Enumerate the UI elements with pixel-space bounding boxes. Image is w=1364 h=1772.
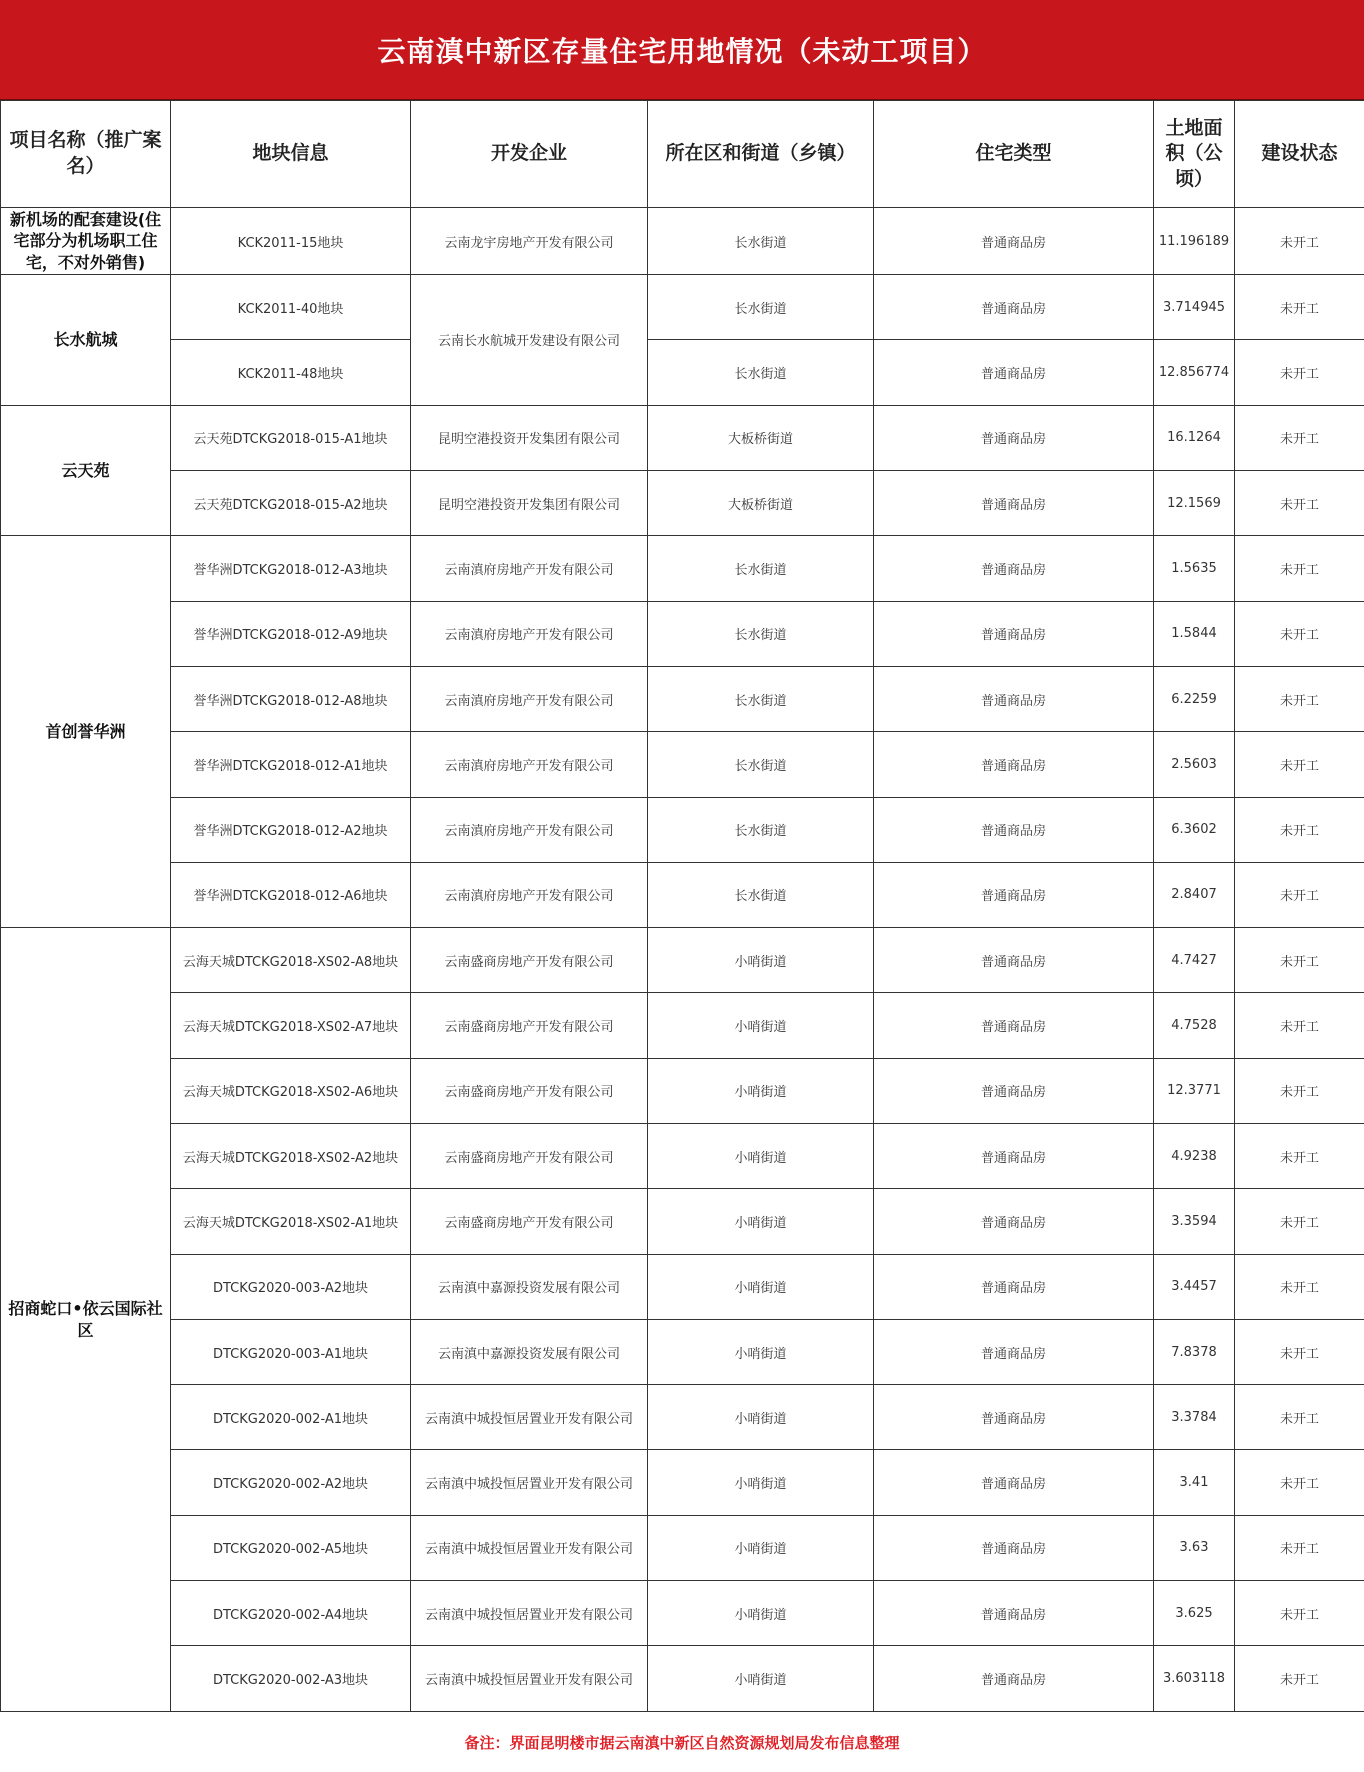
cell-developer: 云南滇府房地产开发有限公司	[411, 666, 648, 731]
cell-plot: 云海天城DTCKG2018-XS02-A6地块	[171, 1058, 411, 1123]
cell-area: 3.63	[1154, 1515, 1235, 1580]
footer-text: 备注：界面昆明楼市据云南滇中新区自然资源规划局发布信息整理	[464, 1733, 900, 1752]
table-row	[1, 1189, 1364, 1254]
land-table	[0, 100, 1364, 1712]
cell-status: 未开工	[1235, 208, 1364, 275]
cell-project: 新机场的配套建设(住宅部分为机场职工住宅，不对外销售)	[1, 208, 171, 275]
cell-status: 未开工	[1235, 993, 1364, 1058]
cell-plot: 誉华洲DTCKG2018-012-A1地块	[171, 732, 411, 797]
header-developer: 开发企业	[411, 101, 648, 208]
cell-project: 云天苑	[1, 405, 171, 536]
cell-status: 未开工	[1235, 1450, 1364, 1515]
cell-district: 长水街道	[648, 797, 874, 862]
cell-type: 普通商品房	[874, 1646, 1154, 1712]
table-body	[1, 208, 1364, 1712]
cell-developer: 云南盛商房地产开发有限公司	[411, 1123, 648, 1188]
cell-type: 普通商品房	[874, 1189, 1154, 1254]
cell-type: 普通商品房	[874, 1254, 1154, 1319]
cell-type: 普通商品房	[874, 1515, 1154, 1580]
cell-district: 大板桥街道	[648, 471, 874, 536]
cell-status: 未开工	[1235, 1254, 1364, 1319]
table-row	[1, 666, 1364, 731]
cell-district: 小哨街道	[648, 1385, 874, 1450]
cell-area: 1.5844	[1154, 601, 1235, 666]
cell-type: 普通商品房	[874, 208, 1154, 275]
cell-status: 未开工	[1235, 1385, 1364, 1450]
cell-district: 小哨街道	[648, 1254, 874, 1319]
cell-project: 首创誉华洲	[1, 536, 171, 928]
cell-district: 大板桥街道	[648, 405, 874, 470]
cell-status: 未开工	[1235, 1646, 1364, 1712]
cell-status: 未开工	[1235, 1123, 1364, 1188]
cell-district: 小哨街道	[648, 1450, 874, 1515]
cell-plot: KCK2011-40地块	[171, 275, 411, 340]
cell-district: 长水街道	[648, 208, 874, 275]
cell-plot: DTCKG2020-003-A2地块	[171, 1254, 411, 1319]
table-row	[1, 208, 1364, 275]
cell-status: 未开工	[1235, 666, 1364, 731]
cell-plot: 誉华洲DTCKG2018-012-A9地块	[171, 601, 411, 666]
cell-status: 未开工	[1235, 471, 1364, 536]
cell-area: 6.2259	[1154, 666, 1235, 731]
cell-status: 未开工	[1235, 340, 1364, 405]
cell-status: 未开工	[1235, 536, 1364, 601]
table-row	[1, 1646, 1364, 1712]
cell-developer: 云南滇府房地产开发有限公司	[411, 862, 648, 927]
cell-plot: DTCKG2020-002-A2地块	[171, 1450, 411, 1515]
cell-type: 普通商品房	[874, 1123, 1154, 1188]
cell-type: 普通商品房	[874, 862, 1154, 927]
cell-developer: 云南滇府房地产开发有限公司	[411, 797, 648, 862]
cell-status: 未开工	[1235, 862, 1364, 927]
cell-area: 2.8407	[1154, 862, 1235, 927]
cell-status: 未开工	[1235, 275, 1364, 340]
page-title: 云南滇中新区存量住宅用地情况（未动工项目）	[377, 34, 987, 68]
cell-area: 2.5603	[1154, 732, 1235, 797]
cell-district: 长水街道	[648, 601, 874, 666]
cell-plot: KCK2011-48地块	[171, 340, 411, 405]
cell-plot: DTCKG2020-002-A5地块	[171, 1515, 411, 1580]
cell-area: 6.3602	[1154, 797, 1235, 862]
cell-plot: 云天苑DTCKG2018-015-A1地块	[171, 405, 411, 470]
cell-area: 4.9238	[1154, 1123, 1235, 1188]
cell-developer: 云南盛商房地产开发有限公司	[411, 1058, 648, 1123]
table-row	[1, 732, 1364, 797]
table-row	[1, 1319, 1364, 1384]
cell-type: 普通商品房	[874, 1385, 1154, 1450]
cell-type: 普通商品房	[874, 666, 1154, 731]
cell-type: 普通商品房	[874, 340, 1154, 405]
cell-status: 未开工	[1235, 732, 1364, 797]
cell-status: 未开工	[1235, 1319, 1364, 1384]
cell-type: 普通商品房	[874, 275, 1154, 340]
cell-status: 未开工	[1235, 1058, 1364, 1123]
cell-plot: 誉华洲DTCKG2018-012-A3地块	[171, 536, 411, 601]
cell-plot: 云天苑DTCKG2018-015-A2地块	[171, 471, 411, 536]
cell-area: 12.856774	[1154, 340, 1235, 405]
cell-plot: 云海天城DTCKG2018-XS02-A8地块	[171, 928, 411, 993]
cell-area: 3.714945	[1154, 275, 1235, 340]
cell-area: 3.41	[1154, 1450, 1235, 1515]
cell-status: 未开工	[1235, 405, 1364, 470]
table-row	[1, 1058, 1364, 1123]
cell-type: 普通商品房	[874, 1450, 1154, 1515]
title-bar	[0, 0, 1364, 100]
cell-area: 12.3771	[1154, 1058, 1235, 1123]
cell-plot: 誉华洲DTCKG2018-012-A2地块	[171, 797, 411, 862]
table-row	[1, 1254, 1364, 1319]
cell-area: 3.3784	[1154, 1385, 1235, 1450]
cell-district: 小哨街道	[648, 1319, 874, 1384]
table-row	[1, 1581, 1364, 1646]
cell-type: 普通商品房	[874, 993, 1154, 1058]
table-row	[1, 536, 1364, 601]
cell-project: 长水航城	[1, 275, 171, 406]
cell-area: 3.4457	[1154, 1254, 1235, 1319]
cell-area: 3.3594	[1154, 1189, 1235, 1254]
cell-status: 未开工	[1235, 1581, 1364, 1646]
cell-developer: 云南滇中嘉源投资发展有限公司	[411, 1254, 648, 1319]
cell-district: 小哨街道	[648, 1058, 874, 1123]
cell-developer: 云南盛商房地产开发有限公司	[411, 928, 648, 993]
cell-plot: 云海天城DTCKG2018-XS02-A2地块	[171, 1123, 411, 1188]
cell-developer: 云南滇中城投恒居置业开发有限公司	[411, 1515, 648, 1580]
table-row	[1, 275, 1364, 340]
cell-developer: 云南滇府房地产开发有限公司	[411, 536, 648, 601]
cell-status: 未开工	[1235, 928, 1364, 993]
cell-area: 16.1264	[1154, 405, 1235, 470]
header-status: 建设状态	[1235, 101, 1364, 208]
header-plot: 地块信息	[171, 101, 411, 208]
table-row	[1, 471, 1364, 536]
cell-type: 普通商品房	[874, 797, 1154, 862]
cell-area: 7.8378	[1154, 1319, 1235, 1384]
cell-type: 普通商品房	[874, 732, 1154, 797]
cell-developer: 云南滇中嘉源投资发展有限公司	[411, 1319, 648, 1384]
cell-type: 普通商品房	[874, 536, 1154, 601]
cell-plot: 誉华洲DTCKG2018-012-A6地块	[171, 862, 411, 927]
table-row	[1, 340, 1364, 405]
cell-developer: 云南滇中城投恒居置业开发有限公司	[411, 1581, 648, 1646]
header-district: 所在区和街道（乡镇）	[648, 101, 874, 208]
cell-district: 长水街道	[648, 536, 874, 601]
cell-developer: 云南滇中城投恒居置业开发有限公司	[411, 1385, 648, 1450]
cell-plot: 誉华洲DTCKG2018-012-A8地块	[171, 666, 411, 731]
cell-type: 普通商品房	[874, 405, 1154, 470]
cell-district: 小哨街道	[648, 1646, 874, 1712]
cell-district: 小哨街道	[648, 1189, 874, 1254]
header-area: 土地面积（公顷）	[1154, 101, 1235, 208]
cell-type: 普通商品房	[874, 1058, 1154, 1123]
cell-status: 未开工	[1235, 1515, 1364, 1580]
table-row	[1, 797, 1364, 862]
cell-plot: DTCKG2020-002-A1地块	[171, 1385, 411, 1450]
cell-area: 12.1569	[1154, 471, 1235, 536]
cell-type: 普通商品房	[874, 928, 1154, 993]
cell-plot: 云海天城DTCKG2018-XS02-A1地块	[171, 1189, 411, 1254]
cell-plot: DTCKG2020-002-A4地块	[171, 1581, 411, 1646]
cell-district: 长水街道	[648, 275, 874, 340]
cell-area: 3.625	[1154, 1581, 1235, 1646]
cell-district: 小哨街道	[648, 1581, 874, 1646]
cell-district: 小哨街道	[648, 993, 874, 1058]
header-project: 项目名称（推广案名）	[1, 101, 171, 208]
cell-district: 小哨街道	[648, 1123, 874, 1188]
cell-plot: DTCKG2020-002-A3地块	[171, 1646, 411, 1712]
cell-district: 长水街道	[648, 340, 874, 405]
cell-developer: 云南滇府房地产开发有限公司	[411, 732, 648, 797]
cell-project: 招商蛇口•依云国际社区	[1, 928, 171, 1712]
cell-plot: 云海天城DTCKG2018-XS02-A7地块	[171, 993, 411, 1058]
cell-plot: KCK2011-15地块	[171, 208, 411, 275]
cell-area: 11.196189	[1154, 208, 1235, 275]
cell-developer: 云南长水航城开发建设有限公司	[411, 275, 648, 406]
header-row	[1, 101, 1364, 208]
header-type: 住宅类型	[874, 101, 1154, 208]
cell-status: 未开工	[1235, 797, 1364, 862]
cell-area: 1.5635	[1154, 536, 1235, 601]
table-row	[1, 405, 1364, 470]
table-row	[1, 1450, 1364, 1515]
table-row	[1, 1123, 1364, 1188]
table-row	[1, 993, 1364, 1058]
cell-developer: 云南滇府房地产开发有限公司	[411, 601, 648, 666]
cell-status: 未开工	[1235, 1189, 1364, 1254]
cell-developer: 昆明空港投资开发集团有限公司	[411, 471, 648, 536]
cell-type: 普通商品房	[874, 601, 1154, 666]
cell-area: 3.603118	[1154, 1646, 1235, 1712]
cell-type: 普通商品房	[874, 471, 1154, 536]
cell-developer: 云南盛商房地产开发有限公司	[411, 993, 648, 1058]
cell-area: 4.7528	[1154, 993, 1235, 1058]
table-row	[1, 928, 1364, 993]
cell-developer: 云南滇中城投恒居置业开发有限公司	[411, 1450, 648, 1515]
table-row	[1, 601, 1364, 666]
cell-developer: 云南龙宇房地产开发有限公司	[411, 208, 648, 275]
table-row	[1, 862, 1364, 927]
cell-district: 小哨街道	[648, 1515, 874, 1580]
cell-developer: 云南盛商房地产开发有限公司	[411, 1189, 648, 1254]
cell-district: 小哨街道	[648, 928, 874, 993]
cell-developer: 云南滇中城投恒居置业开发有限公司	[411, 1646, 648, 1712]
table-row	[1, 1515, 1364, 1580]
footer-note	[0, 1712, 1364, 1772]
cell-district: 长水街道	[648, 666, 874, 731]
cell-district: 长水街道	[648, 732, 874, 797]
cell-type: 普通商品房	[874, 1319, 1154, 1384]
cell-plot: DTCKG2020-003-A1地块	[171, 1319, 411, 1384]
table-row	[1, 1385, 1364, 1450]
cell-district: 长水街道	[648, 862, 874, 927]
cell-type: 普通商品房	[874, 1581, 1154, 1646]
cell-developer: 昆明空港投资开发集团有限公司	[411, 405, 648, 470]
cell-area: 4.7427	[1154, 928, 1235, 993]
cell-status: 未开工	[1235, 601, 1364, 666]
